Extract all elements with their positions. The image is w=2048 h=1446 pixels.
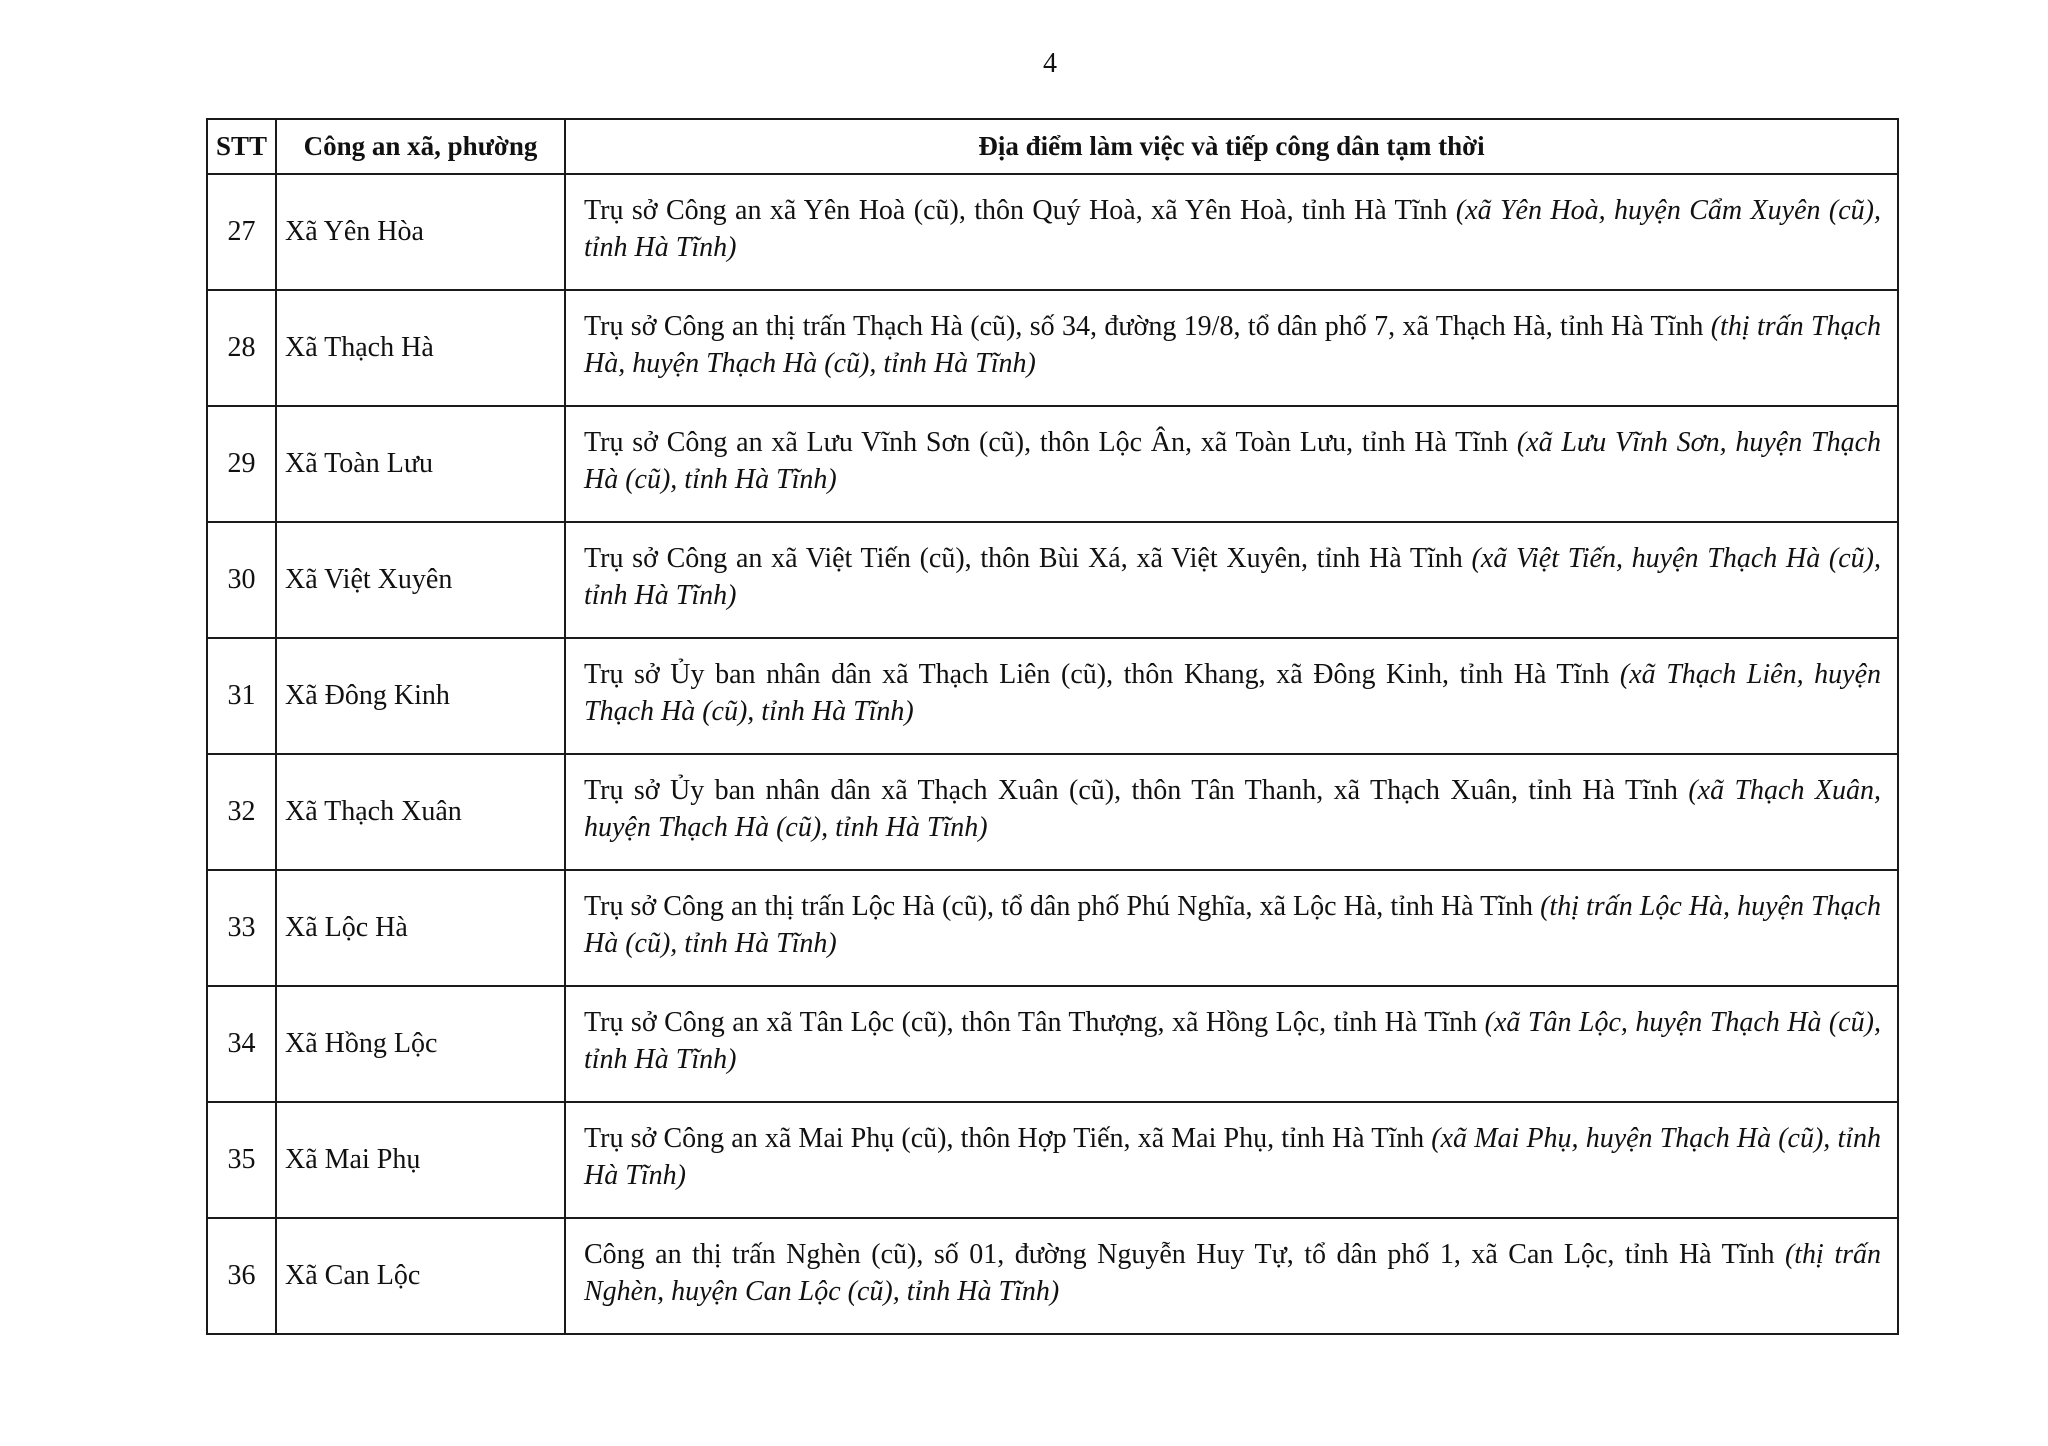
row-address-note: (xã Thạch Liên, huyện Thạch Hà (cũ), tỉnh Hà Tĩnh) <box>584 659 1882 727</box>
row-address: Trụ sở Công an xã Mai Phụ (cũ), thôn Hợp Tiến, xã Mai Phụ, tỉnh Hà Tĩnh <box>584 1123 1425 1154</box>
row-address-note: (thị trấn Nghèn, huyện Can Lộc (cũ), tỉnh Hà Tĩnh) <box>584 1239 1881 1307</box>
row-ward: Xã Việt Xuyên <box>276 522 565 638</box>
row-stt: 31 <box>207 638 276 754</box>
table-header-row <box>207 119 1898 174</box>
row-ward: Xã Mai Phụ <box>276 1102 565 1218</box>
row-stt: 35 <box>207 1102 276 1218</box>
table-row <box>207 1102 1898 1218</box>
table-row <box>207 290 1898 406</box>
location-table <box>206 118 1899 1335</box>
row-address-cell <box>565 638 1898 754</box>
table-row <box>207 522 1898 638</box>
row-ward: Xã Đông Kinh <box>276 638 565 754</box>
row-address-note: (xã Mai Phụ, huyện Thạch Hà (cũ), tỉnh Hà Tĩnh) <box>584 1123 1882 1191</box>
table-row <box>207 638 1898 754</box>
row-address-cell <box>565 870 1898 986</box>
row-address: Trụ sở Công an xã Yên Hoà (cũ), thôn Quý Hoà, xã Yên Hoà, tỉnh Hà Tĩnh <box>584 195 1448 226</box>
row-address-note: (xã Thạch Xuân, huyện Thạch Hà (cũ), tỉnh Hà Tĩnh) <box>584 775 1882 843</box>
row-address: Trụ sở Công an xã Tân Lộc (cũ), thôn Tân Thượng, xã Hồng Lộc, tỉnh Hà Tĩnh <box>584 1007 1478 1038</box>
row-stt: 28 <box>207 290 276 406</box>
row-ward: Xã Yên Hòa <box>276 174 565 290</box>
table-row <box>207 1218 1898 1334</box>
row-ward: Xã Toàn Lưu <box>276 406 565 522</box>
header-ward: Công an xã, phường <box>276 119 565 174</box>
row-stt: 30 <box>207 522 276 638</box>
row-address-cell <box>565 290 1898 406</box>
row-address-cell <box>565 522 1898 638</box>
row-address: Trụ sở Công an xã Việt Tiến (cũ), thôn Bùi Xá, xã Việt Xuyên, tỉnh Hà Tĩnh <box>584 543 1463 574</box>
table-row <box>207 406 1898 522</box>
page-number: 4 <box>1043 48 1057 79</box>
header-stt: STT <box>207 119 276 174</box>
row-ward: Xã Hồng Lộc <box>276 986 565 1102</box>
row-stt: 27 <box>207 174 276 290</box>
row-address: Trụ sở Công an xã Lưu Vĩnh Sơn (cũ), thôn Lộc Ân, xã Toàn Lưu, tỉnh Hà Tĩnh <box>584 427 1509 458</box>
row-stt: 32 <box>207 754 276 870</box>
row-ward: Xã Thạch Xuân <box>276 754 565 870</box>
row-address-cell <box>565 1218 1898 1334</box>
row-address: Trụ sở Ủy ban nhân dân xã Thạch Xuân (cũ), thôn Tân Thanh, xã Thạch Xuân, tỉnh Hà Tĩnh <box>584 775 1678 806</box>
row-ward: Xã Lộc Hà <box>276 870 565 986</box>
row-address-note: (xã Tân Lộc, huyện Thạch Hà (cũ), tỉnh Hà Tĩnh) <box>584 1007 1881 1075</box>
row-address-note: (xã Lưu Vĩnh Sơn, huyện Thạch Hà (cũ), tỉnh Hà Tĩnh) <box>584 427 1881 495</box>
row-stt: 33 <box>207 870 276 986</box>
row-address-cell <box>565 754 1898 870</box>
row-address-note: (thị trấn Thạch Hà, huyện Thạch Hà (cũ), tỉnh Hà Tĩnh) <box>584 311 1882 379</box>
row-address-note: (xã Yên Hoà, huyện Cẩm Xuyên (cũ), tỉnh Hà Tĩnh) <box>584 195 1881 263</box>
row-address-note: (xã Việt Tiến, huyện Thạch Hà (cũ), tỉnh Hà Tĩnh) <box>584 543 1882 611</box>
row-ward: Xã Can Lộc <box>276 1218 565 1334</box>
row-ward: Xã Thạch Hà <box>276 290 565 406</box>
header-address: Địa điểm làm việc và tiếp công dân tạm thời <box>565 119 1898 174</box>
row-address: Công an thị trấn Nghèn (cũ), số 01, đường Nguyễn Huy Tự, tổ dân phố 1, xã Can Lộc, tỉnh Hà Tĩnh <box>584 1239 1775 1270</box>
table-row <box>207 754 1898 870</box>
row-address-note: (thị trấn Lộc Hà, huyện Thạch Hà (cũ), tỉnh Hà Tĩnh) <box>584 891 1882 959</box>
table-row <box>207 986 1898 1102</box>
row-address: Trụ sở Ủy ban nhân dân xã Thạch Liên (cũ), thôn Khang, xã Đông Kinh, tỉnh Hà Tĩnh <box>584 659 1610 690</box>
row-stt: 29 <box>207 406 276 522</box>
row-address: Trụ sở Công an thị trấn Thạch Hà (cũ), số 34, đường 19/8, tổ dân phố 7, xã Thạch Hà, tỉnh Hà Tĩnh <box>584 311 1704 342</box>
row-address-cell <box>565 986 1898 1102</box>
row-address-cell <box>565 174 1898 290</box>
row-stt: 36 <box>207 1218 276 1334</box>
row-stt: 34 <box>207 986 276 1102</box>
row-address: Trụ sở Công an thị trấn Lộc Hà (cũ), tổ dân phố Phú Nghĩa, xã Lộc Hà, tỉnh Hà Tĩnh <box>584 891 1534 922</box>
row-address-cell <box>565 406 1898 522</box>
table-row <box>207 870 1898 986</box>
row-address-cell <box>565 1102 1898 1218</box>
table-row <box>207 174 1898 290</box>
